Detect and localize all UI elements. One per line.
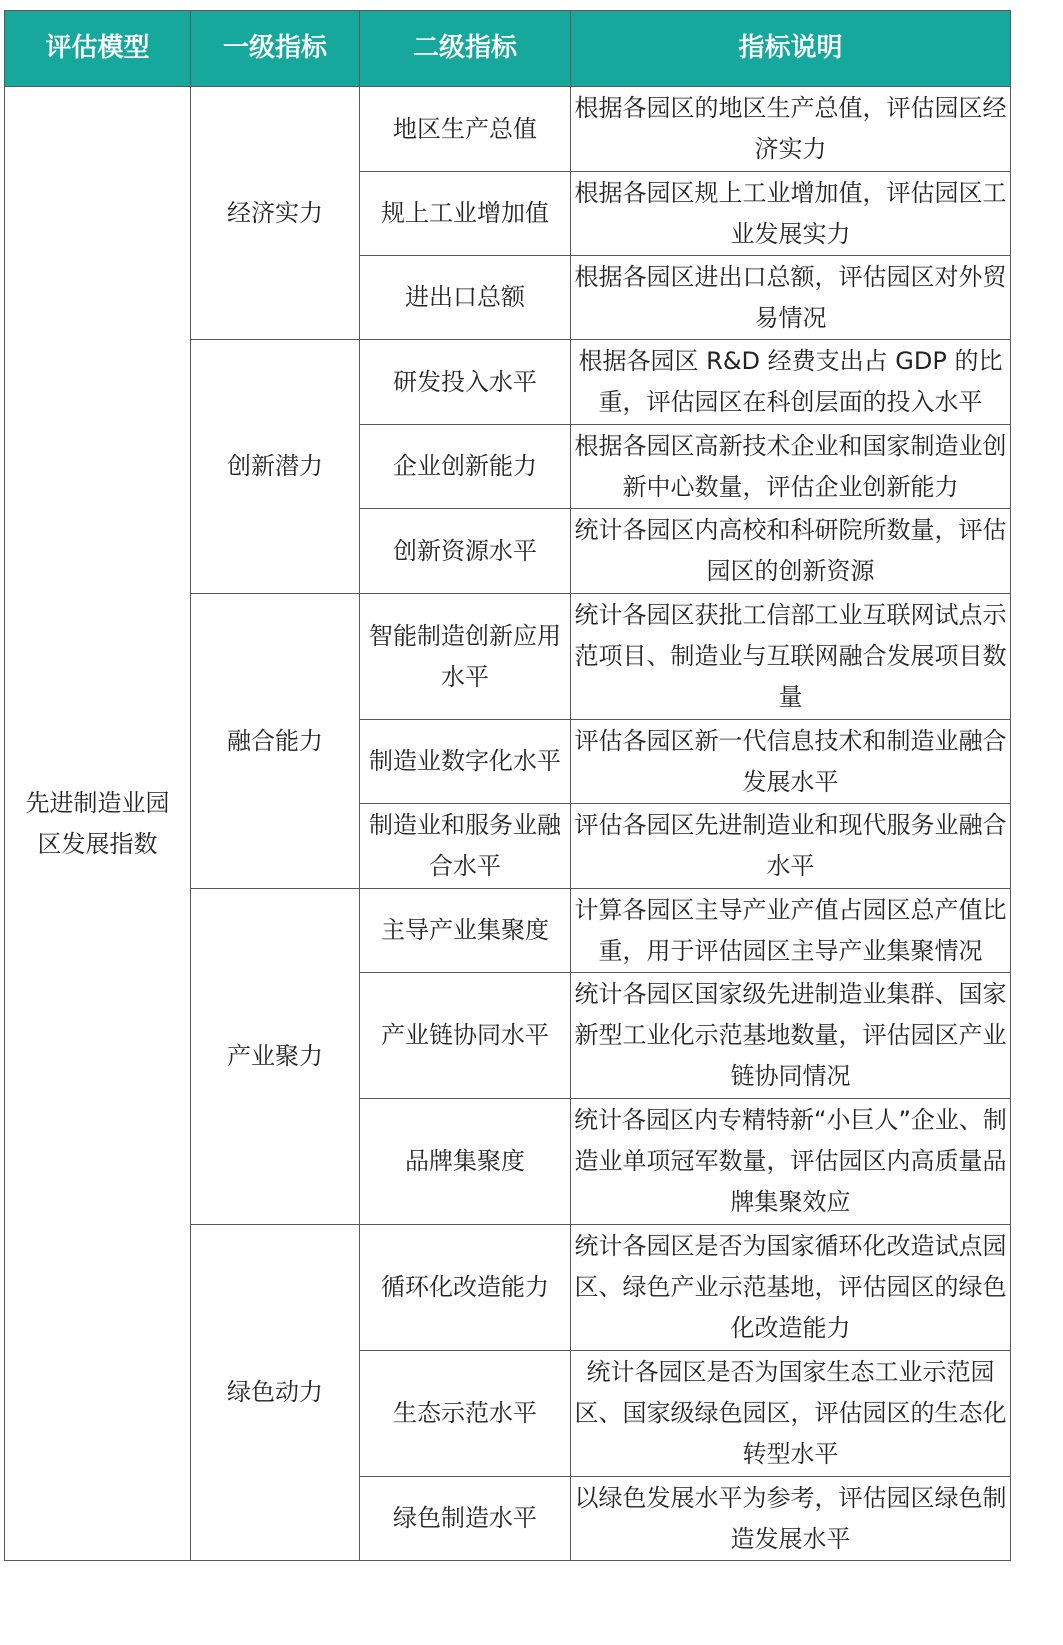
description-cell: 统计各园区国家级先进制造业集群、国家新型工业化示范基地数量，评估园区产业链协同情况	[571, 973, 1011, 1099]
level2-cell: 绿色制造水平	[360, 1477, 571, 1561]
table-row	[5, 87, 1011, 172]
level1-cell: 创新潜力	[191, 340, 360, 594]
description-cell: 统计各园区获批工信部工业互联网试点示范项目、制造业与互联网融合发展项目数量	[571, 594, 1011, 720]
level2-cell: 品牌集聚度	[360, 1099, 571, 1225]
level2-cell: 主导产业集聚度	[360, 889, 571, 973]
level2-cell: 规上工业增加值	[360, 172, 571, 256]
level2-cell: 研发投入水平	[360, 340, 571, 425]
level2-cell: 制造业和服务业融合水平	[360, 804, 571, 889]
description-cell: 评估各园区新一代信息技术和制造业融合发展水平	[571, 720, 1011, 804]
header-cell-level1: 一级指标	[191, 11, 360, 87]
description-cell: 根据各园区进出口总额，评估园区对外贸易情况	[571, 256, 1011, 340]
description-cell: 统计各园区是否为国家生态工业示范园区、国家级绿色园区，评估园区的生态化转型水平	[571, 1351, 1011, 1477]
cropped-caption-area	[0, 1628, 1063, 1645]
level2-cell: 进出口总额	[360, 256, 571, 340]
description-cell: 根据各园区的地区生产总值，评估园区经济实力	[571, 87, 1011, 172]
index-table	[4, 10, 1011, 1561]
header-cell-model: 评估模型	[5, 11, 191, 87]
level1-cell: 经济实力	[191, 87, 360, 340]
description-cell: 根据各园区规上工业增加值，评估园区工业发展实力	[571, 172, 1011, 256]
level2-cell: 循环化改造能力	[360, 1225, 571, 1351]
level2-cell: 制造业数字化水平	[360, 720, 571, 804]
description-cell: 评估各园区先进制造业和现代服务业融合水平	[571, 804, 1011, 889]
level1-cell: 产业聚力	[191, 889, 360, 1225]
level2-cell: 产业链协同水平	[360, 973, 571, 1099]
header-row	[5, 11, 1011, 87]
description-cell: 计算各园区主导产业产值占园区总产值比重，用于评估园区主导产业集聚情况	[571, 889, 1011, 973]
description-cell: 以绿色发展水平为参考，评估园区绿色制造发展水平	[571, 1477, 1011, 1561]
header-cell-level2: 二级指标	[360, 11, 571, 87]
description-cell: 根据各园区高新技术企业和国家制造业创新中心数量，评估企业创新能力	[571, 425, 1011, 509]
level2-cell: 创新资源水平	[360, 509, 571, 594]
model-name-cell	[5, 87, 191, 1561]
header-cell-description: 指标说明	[571, 11, 1011, 87]
description-cell: 统计各园区是否为国家循环化改造试点园区、绿色产业示范基地，评估园区的绿色化改造能力	[571, 1225, 1011, 1351]
level2-cell: 地区生产总值	[360, 87, 571, 172]
level1-cell: 绿色动力	[191, 1225, 360, 1561]
level1-cell: 融合能力	[191, 594, 360, 889]
description-cell: 统计各园区内专精特新“小巨人”企业、制造业单项冠军数量，评估园区内高质量品牌集聚效应	[571, 1099, 1011, 1225]
model-name: 先进制造业园区发展指数	[25, 788, 170, 858]
level2-cell: 企业创新能力	[360, 425, 571, 509]
description-cell: 根据各园区 R&D 经费支出占 GDP 的比重，评估园区在科创层面的投入水平	[571, 340, 1011, 425]
level2-cell: 生态示范水平	[360, 1351, 571, 1477]
description-cell: 统计各园区内高校和科研院所数量，评估园区的创新资源	[571, 509, 1011, 594]
level2-cell: 智能制造创新应用水平	[360, 594, 571, 720]
